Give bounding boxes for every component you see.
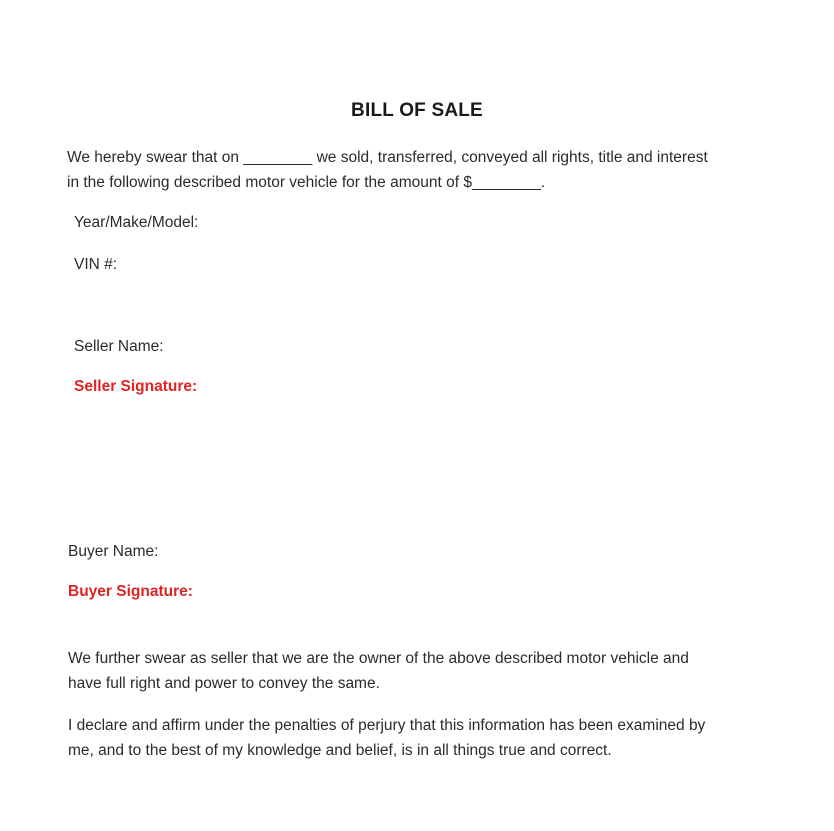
intro-paragraph xyxy=(67,145,708,195)
declaration-paragraph xyxy=(68,713,705,763)
buyer-name-label: Buyer Name: xyxy=(68,543,159,560)
declare-line-1: I declare and affirm under the penalties of perjury that this information has been examined by xyxy=(68,717,706,734)
vin-label: VIN #: xyxy=(74,256,118,273)
seller-name-label: Seller Name: xyxy=(74,338,164,355)
intro-line-2: in the following described motor vehicle for the amount of $________. xyxy=(67,174,546,191)
seller-signature-label: Seller Signature: xyxy=(74,378,198,395)
year-make-model-label: Year/Make/Model: xyxy=(74,214,199,231)
declare-line-2: me, and to the best of my knowledge and belief, is in all things true and correct. xyxy=(68,742,612,759)
intro-line-1: We hereby swear that on ________ we sold, transferred, conveyed all rights, title and interest xyxy=(67,149,708,166)
further-swear-paragraph xyxy=(68,646,689,696)
buyer-signature-label: Buyer Signature: xyxy=(68,583,193,600)
further-swear-line-2: have full right and power to convey the same. xyxy=(68,675,380,692)
document-title: BILL OF SALE xyxy=(351,100,483,121)
further-swear-line-1: We further swear as seller that we are the owner of the above described motor vehicle and xyxy=(68,650,689,667)
